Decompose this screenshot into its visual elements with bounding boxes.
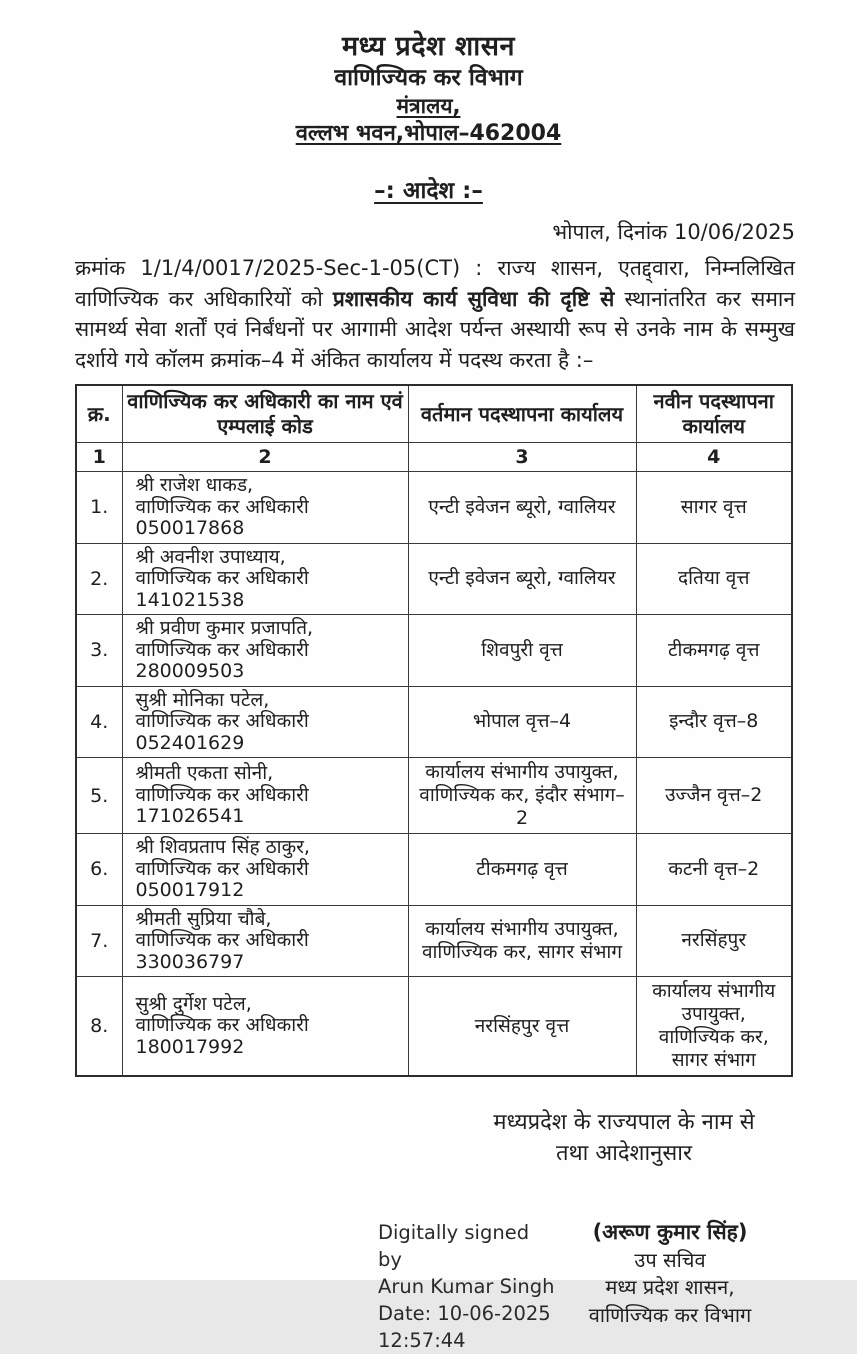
department-title: वाणिज्यिक कर विभाग [334,65,523,91]
signatory-org-line-2: वाणिज्यिक कर विभाग [588,1302,752,1327]
current-office: शिवपुरी वृत्त [408,615,636,687]
new-office: कार्यालय संभागीय उपायुक्त, वाणिज्यिक कर, सागर संभाग [636,977,792,1077]
current-office: टीकमगढ़ वृत्त [408,834,636,906]
table-header-row [76,385,792,443]
officer-name: सुश्री मोनिका पटेल, [135,688,270,711]
officer-cell [122,472,408,544]
order-number-text: क्रमांक 1/1/4/0017/2025-Sec-1-05(CT) : राज्य शासन, एतद्द्वारा, निम्नलिखित वाणिज्यिक कर अधिकारियों को [75,256,795,311]
officer-cell [122,834,408,906]
signatory-block [566,1219,774,1329]
officer-cell [122,686,408,758]
transfer-table [75,384,793,1077]
row-serial: 3. [76,615,122,687]
table-row [76,472,792,544]
officer-cell [122,905,408,977]
signature-block [378,1219,857,1354]
col-header-serial: क्र. [76,385,122,443]
digital-signature-line-1: Digitally signed by [378,1221,530,1271]
signatory-name: (अरूण कुमार सिंह) [592,1220,748,1244]
col-header-new-office: नवीन पदस्थापना कार्यालय [636,385,792,443]
column-number-1: 1 [76,443,122,472]
row-serial: 7. [76,905,122,977]
government-title: मध्य प्रदेश शासन [342,31,515,62]
table-row [76,615,792,687]
authority-block [459,1107,789,1169]
column-number-row [76,443,792,472]
officer-designation: वाणिज्यिक कर अधिकारी [135,857,309,880]
signatory-org-line-1: मध्य प्रदेश शासन, [605,1275,735,1299]
officer-name: श्री शिवप्रताप सिंह ठाकुर, [135,836,310,858]
current-office: भोपाल वृत्त–4 [408,686,636,758]
row-serial: 4. [76,686,122,758]
officer-emp-code: 280009503 [135,660,245,682]
officer-designation: वाणिज्यिक कर अधिकारी [135,1014,309,1037]
officer-designation: वाणिज्यिक कर अधिकारी [135,929,309,951]
table-row [76,543,792,615]
order-emphasis-text: प्रशासकीय कार्य सुविधा की दृष्टि से [332,286,615,311]
officer-designation: वाणिज्यिक कर अधिकारी [135,783,309,806]
ministry-line: मंत्रालय, [396,94,461,118]
current-office: कार्यालय संभागीय उपायुक्त, वाणिज्यिक कर, इंदौर संभाग–2 [408,758,636,834]
column-number-3: 3 [408,443,636,472]
officer-cell [122,615,408,687]
col-header-current-office: वर्तमान पदस्थापना कार्यालय [408,385,636,443]
current-office: नरसिंहपुर वृत्त [408,977,636,1077]
column-number-4: 4 [636,443,792,472]
row-serial: 8. [76,977,122,1077]
row-serial: 5. [76,758,122,834]
current-office: कार्यालय संभागीय उपायुक्त, वाणिज्यिक कर, सागर संभाग [408,905,636,977]
row-serial: 1. [76,472,122,544]
col-header-officer: वाणिज्यिक कर अधिकारी का नाम एवं एम्पलाई कोड [122,385,408,443]
table-row [76,977,792,1077]
officer-designation: वाणिज्यिक कर अधिकारी [135,710,309,732]
table-row [76,758,792,834]
authority-line-2: तथा आदेशानुसार [556,1141,692,1166]
officer-name: श्री अवनीश उपाध्याय, [135,545,286,568]
order-body-text: स्थानांतरित कर समान सामर्थ्य सेवा शर्तों एवं निर्बंधनों पर आगामी आदेश पर्यन्त अस्थायी रूप से उनके नाम के सम्मुख दर्शाये गये कॉलम क्रमांक–4 में अंकित कार्यालय में पदस्थ करता है :– [75,286,795,372]
officer-designation: वाणिज्यिक कर अधिकारी [135,495,309,518]
order-heading: –: आदेश :– [374,178,483,204]
officer-cell [122,758,408,834]
digital-signature-stamp [378,1219,556,1354]
table-row [76,834,792,906]
officer-designation: वाणिज्यिक कर अधिकारी [135,567,309,589]
order-paragraph [75,253,795,375]
new-office: सागर वृत्त [636,472,792,544]
officer-emp-code: 050017868 [135,517,245,539]
digital-signature-line-3: Date: 10-06-2025 [378,1302,551,1325]
table-body [76,472,792,1077]
place-dateline: भोपाल, दिनांक 10/06/2025 [552,220,795,244]
officer-emp-code: 180017992 [135,1035,245,1058]
current-office: एन्टी इवेजन ब्यूरो, ग्वालियर [408,543,636,615]
digital-signature-line-2: Arun Kumar Singh [378,1275,555,1298]
new-office: इन्दौर वृत्त–8 [636,686,792,758]
officer-cell [122,977,408,1077]
officer-name: श्री राजेश धाकड, [135,474,254,496]
officer-emp-code: 141021538 [135,588,245,611]
new-office: कटनी वृत्त–2 [636,834,792,906]
officer-name: श्रीमती सुप्रिया चौबे, [135,907,272,930]
new-office: दतिया वृत्त [636,543,792,615]
signatory-designation: उप सचिव [634,1247,706,1272]
officer-emp-code: 050017912 [135,879,245,901]
new-office: टीकमगढ़ वृत्त [636,615,792,687]
table-row [76,905,792,977]
row-serial: 2. [76,543,122,615]
table-row [76,686,792,758]
row-serial: 6. [76,834,122,906]
new-office: नरसिंहपुर [636,905,792,977]
officer-emp-code: 052401629 [135,731,245,754]
column-number-2: 2 [122,443,408,472]
document-header [0,0,857,148]
officer-name: श्री प्रवीण कुमार प्रजापति, [135,617,314,639]
officer-cell [122,543,408,615]
authority-line-1: मध्यप्रदेश के राज्यपाल के नाम से [493,1110,755,1135]
new-office: उज्जैन वृत्त–2 [636,758,792,834]
officer-emp-code: 330036797 [135,950,245,973]
address-line: वल्लभ भवन,भोपाल–462004 [295,121,562,146]
officer-name: श्रीमती एकता सोनी, [135,762,274,785]
officer-name: सुश्री दुर्गेश पटेल, [135,992,252,1015]
officer-designation: वाणिज्यिक कर अधिकारी [135,638,309,661]
current-office: एन्टी इवेजन ब्यूरो, ग्वालियर [408,472,636,544]
digital-signature-line-4: 12:57:44 [378,1329,466,1352]
officer-emp-code: 171026541 [135,805,245,828]
